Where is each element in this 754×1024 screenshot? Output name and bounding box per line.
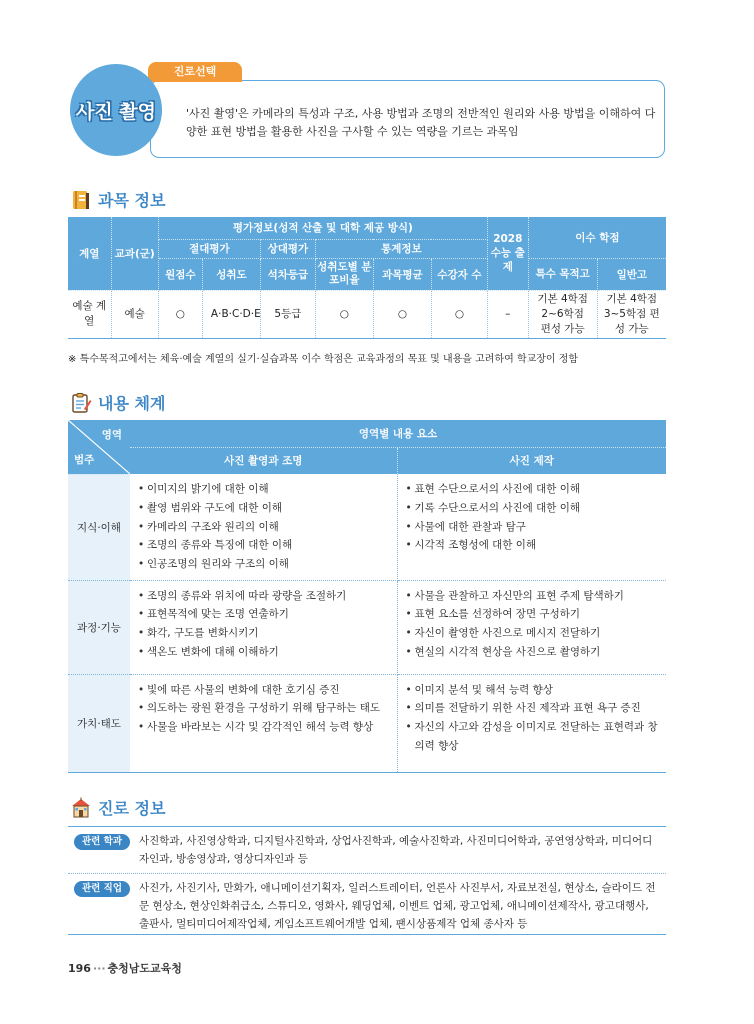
subject-description: '사진 촬영'은 카메라의 특성과 구조, 사용 방법과 조명의 전반적인 원리와 사용 방법을 이해하여 다양한 표현 방법을 활용한 사진을 구사할 수 있는 역량을 기르는 과목임 (186, 107, 656, 138)
content-system-heading: 내용 체계 (70, 391, 165, 414)
list-item: • 기록 수단으로서의 사진에 대한 이해 (406, 499, 659, 518)
cell-students: ○ (431, 290, 487, 338)
th-field: 계열 (68, 217, 111, 290)
list-item: • 카메라의 구조와 원리의 이해 (138, 518, 389, 537)
th-subject-avg: 과목평균 (373, 258, 431, 290)
process-lighting-list (138, 587, 389, 662)
page-number: 196 (68, 962, 91, 975)
list-item: • 사물을 관찰하고 자신만의 표현 주제 탐색하기 (406, 587, 659, 606)
th-subject-group: 교과(군) (111, 217, 158, 290)
knowledge-lighting-list (138, 480, 389, 574)
list-item: • 조명의 종류와 특징에 대한 이해 (138, 536, 389, 555)
list-item: • 자신의 사고와 감성을 이미지로 전달하는 표현력과 창의력 향상 (406, 718, 659, 756)
related-departments-label: 관련 학과 (74, 834, 130, 850)
list-item: • 빛에 따른 사물의 변화에 대한 호기심 증진 (138, 681, 389, 700)
publisher-name: 충청남도교육청 (107, 962, 182, 975)
related-departments-text: 사진학과, 사진영상학과, 디지털사진학과, 상업사진학과, 예술사진학과, 사진미디어학과, 공연영상학과, 미디어디자인과, 방송영상과, 영상디자인과 등 (139, 835, 653, 865)
list-item: • 현실의 시각적 현상을 사진으로 촬영하기 (406, 643, 659, 662)
subject-title-badge (70, 64, 162, 156)
th-domain-elements: 영역별 내용 요소 (130, 420, 666, 447)
book-icon (70, 189, 92, 211)
category-process: 과정·기능 (68, 580, 130, 674)
th-absolute: 절대평가 (158, 239, 260, 258)
cell-subject-group: 예술 (111, 290, 158, 338)
values-lighting-list (138, 681, 389, 737)
list-item: • 이미지 분석 및 해석 능력 향상 (406, 681, 659, 700)
cell-csat: – (487, 290, 528, 338)
career-divider (68, 873, 666, 874)
cell-rank-grade: 5등급 (260, 290, 315, 338)
row-process (68, 580, 666, 674)
knowledge-production-list (406, 480, 659, 555)
related-jobs-label: 관련 직업 (74, 881, 130, 897)
career-top-border (68, 826, 666, 827)
row-knowledge (68, 474, 666, 580)
th-stats: 통계정보 (315, 239, 487, 258)
th-photo-production: 사진 제작 (397, 447, 666, 474)
cell-subject-avg: ○ (373, 290, 431, 338)
subject-info-table (68, 217, 666, 339)
content-system-table (68, 420, 666, 773)
list-item: • 이미지의 밝기에 대한 이해 (138, 480, 389, 499)
th-students: 수강자 수 (431, 258, 487, 290)
values-production-list (406, 681, 659, 756)
cell-achievement-dist: ○ (315, 290, 373, 338)
list-item: • 표현 요소를 선정하여 장면 구성하기 (406, 605, 659, 624)
subject-info-heading: 과목 정보 (70, 188, 165, 211)
list-item: • 촬영 범위와 구도에 대한 이해 (138, 499, 389, 518)
cell-field: 예술 계열 (68, 290, 111, 338)
th-photo-lighting: 사진 촬영과 조명 (130, 447, 397, 474)
th-raw-score: 원점수 (158, 258, 202, 290)
th-achievement: 성취도 (202, 258, 260, 290)
course-type-tab: 진로선택 (148, 62, 242, 82)
th-csat: 2028 수능 출제 (487, 217, 528, 290)
school-icon (70, 797, 92, 819)
career-info-heading: 진로 정보 (70, 796, 165, 819)
list-item: • 사물을 바라보는 시각 및 감각적인 해석 능력 향상 (138, 718, 389, 737)
list-item: • 표현목적에 맞는 조명 연출하기 (138, 605, 389, 624)
list-item: • 조명의 종류와 위치에 따라 광량을 조절하기 (138, 587, 389, 606)
table-corner (68, 420, 130, 474)
footer-dots: ··· (92, 962, 106, 975)
list-item: • 표현 수단으로서의 사진에 대한 이해 (406, 480, 659, 499)
process-production-list (406, 587, 659, 662)
cell-achievement: A·B·C·D·E (202, 290, 260, 338)
subject-title: 사진 촬영 (75, 100, 157, 123)
clipboard-icon (70, 392, 92, 414)
subject-info-note: ※ 특수목적고에서는 체육·예술 계열의 실기·실습과목 이수 학점은 교육과정의 목표 및 내용을 고려하여 학교장이 정함 (68, 354, 579, 365)
career-bottom-border (68, 934, 666, 935)
th-relative: 상대평가 (260, 239, 315, 258)
list-item: • 화각, 구도를 변화시키기 (138, 624, 389, 643)
list-item: • 시각적 조형성에 대한 이해 (406, 536, 659, 555)
list-item: • 자신이 촬영한 사진으로 메시지 전달하기 (406, 624, 659, 643)
corner-bottom-label: 범주 (74, 453, 95, 466)
th-evaluation: 평가정보(성적 산출 및 대학 제공 방식) (158, 217, 487, 239)
cell-special-school: 기본 4학점 2~6학점 편성 가능 (528, 290, 597, 338)
category-knowledge: 지식·이해 (68, 474, 130, 580)
th-credits: 이수 학점 (528, 217, 666, 258)
cell-general-school: 기본 4학점 3~5학점 편성 가능 (597, 290, 666, 338)
row-values (68, 674, 666, 772)
th-achievement-dist: 성취도별 분포비율 (315, 258, 373, 290)
cell-raw-score: ○ (158, 290, 202, 338)
page-footer (68, 960, 182, 976)
th-rank-grade: 석차등급 (260, 258, 315, 290)
list-item: • 사물에 대한 관찰과 탐구 (406, 518, 659, 537)
list-item: • 의미를 전달하기 위한 사진 제작과 표현 욕구 증진 (406, 699, 659, 718)
list-item: • 의도하는 광원 환경을 구성하기 위해 탐구하는 태도 (138, 699, 389, 718)
list-item: • 인공조명의 원리와 구조의 이해 (138, 555, 389, 574)
corner-top-label: 영역 (101, 429, 122, 441)
related-jobs-text: 사진가, 사진기사, 만화가, 애니메이션기획자, 일러스트레이터, 언론사 사진부서, 자료보전실, 현상소, 슬라이드 전문 현상소, 현상인화취급소, 스튜디오, 영화사, 웨딩업체, 이벤트 업체, 광고업체, 애니메이션제작사, 광고대행사, 출판사, 멀티미디어제작업체, 게임소프트웨어개발 업체, 팬시상품제작 업체 종사자 등 (139, 882, 656, 930)
category-values: 가치·태도 (68, 674, 130, 772)
th-special-school: 특수 목적고 (528, 258, 597, 290)
list-item: • 색온도 변화에 대해 이해하기 (138, 643, 389, 662)
th-general-school: 일반고 (597, 258, 666, 290)
